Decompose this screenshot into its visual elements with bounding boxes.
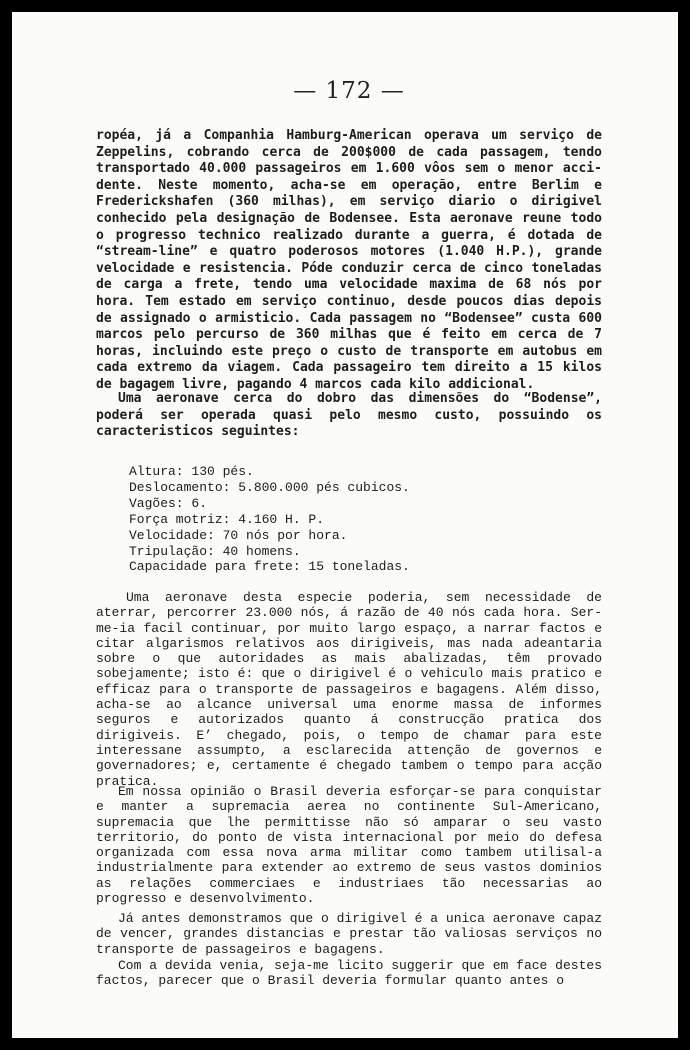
paragraph-2: Uma aeronave cerca do dobro das dimensões do “Bodense”, poderá ser operada quasi pelo mesmo custo, possuindo os caracteristicos seguintes: — [96, 391, 602, 440]
paragraph-6: Com a devida venia, seja-me licito suggerir que em face destes factos, parecer que o Brasil deveria formular quanto antes o — [96, 958, 602, 989]
spec-cargo: Capacidade para frete: 15 toneladas. — [129, 559, 410, 575]
spec-cars: Vagões: 6. — [129, 495, 208, 511]
paragraph-4: Em nossa opinião o Brasil deveria esforçar-se para conquistar e manter a supremacia aerea no continente Sul-Americano, supremacia que lhe permittisse não só amparar o seu vasto territorio, do ponto de vista internacional por meio do defesa organizada com essa nova arma militar como tambem utilisal-a industrialmente para extender ao extremo de seus vastos dominios as relações commerciaes e industriaes tão necessarias ao progresso e desenvolvimento. — [96, 784, 602, 907]
spec-crew: Tripulação: 40 homens. — [129, 543, 301, 559]
spec-speed: Velocidade: 70 nós por hora. — [129, 527, 348, 543]
specifications-list — [129, 464, 549, 575]
spec-power: Força motriz: 4.160 H. P. — [129, 511, 325, 527]
book-page — [12, 12, 678, 1038]
page-number: — 172 — — [293, 78, 405, 104]
paragraph-5: Já antes demonstramos que o dirigivel é a unica aeronave capaz de vencer, grandes distancias e prestar tão valiosas serviços no transporte de passageiros e bagagens. — [96, 911, 602, 957]
paragraph-3: Uma aeronave desta especie poderia, sem necessidade de aterrar, percorrer 23.000 nós, á razão de 40 nós cada hora. Ser-me-ia facil continuar, por muito largo espaço, a narrar factos e citar algarismos relativos aos dirigiveis, mas nada adeantaria sobre o que autoridades as mais abalizadas, têm provado sobejamente; isto é: que o dirigivel é o vehiculo mais pratico e efficaz para o transporte de passageiros e bagagens. Além disso, acha-se ao alcance universal uma enorme massa de informes seguros e autorizados quanto á construcção pratica dos dirigiveis. E’ chegado, pois, o tempo de chamar para este interessane assumpto, a esclarecida attenção de governos e governadores; e, certamente é chegado tambem o tempo para acção pratica. — [96, 590, 602, 789]
spec-displacement: Deslocamento: 5.800.000 pés cubicos. — [129, 479, 410, 495]
paragraph-1: ropéa, já a Companhia Hamburg-American operava um serviço de Zeppelins, cobrando cerca de 200$000 de cada passagem, tendo transportado 40.000 passageiros em 1.600 vôos sem o menor accidente. Neste momento, acha-se em operação, entre Berlim e Frederickshafen (360 milhas), em serviço diario o dirigivel conhecido pela designação de Bodensee. Esta aeronave reune todo o progresso technico realizado durante a guerra, é dotada de “stream-line” e quatro poderosos motores (1.040 H.P.), grande velocidade e resistencia. Póde conduzir cerca de cinco toneladas de carga a frete, tendo uma velocidade maxima de 68 nós por hora. Tem estado em serviço continuo, desde poucos dias depois de assignado o armisticio. Cada passagem no “Bodensee” custa 600 marcos pelo percurso de 360 milhas que é feito em cerca de 7 horas, incluindo este preço o custo de transporte em autobus em cada extremo da viagem. Cada passageiro tem direito a 15 kilos de bagagem livre, pagando 4 marcos cada kilo addicional. — [96, 128, 602, 392]
spec-height: Altura: 130 pés. — [129, 464, 254, 479]
